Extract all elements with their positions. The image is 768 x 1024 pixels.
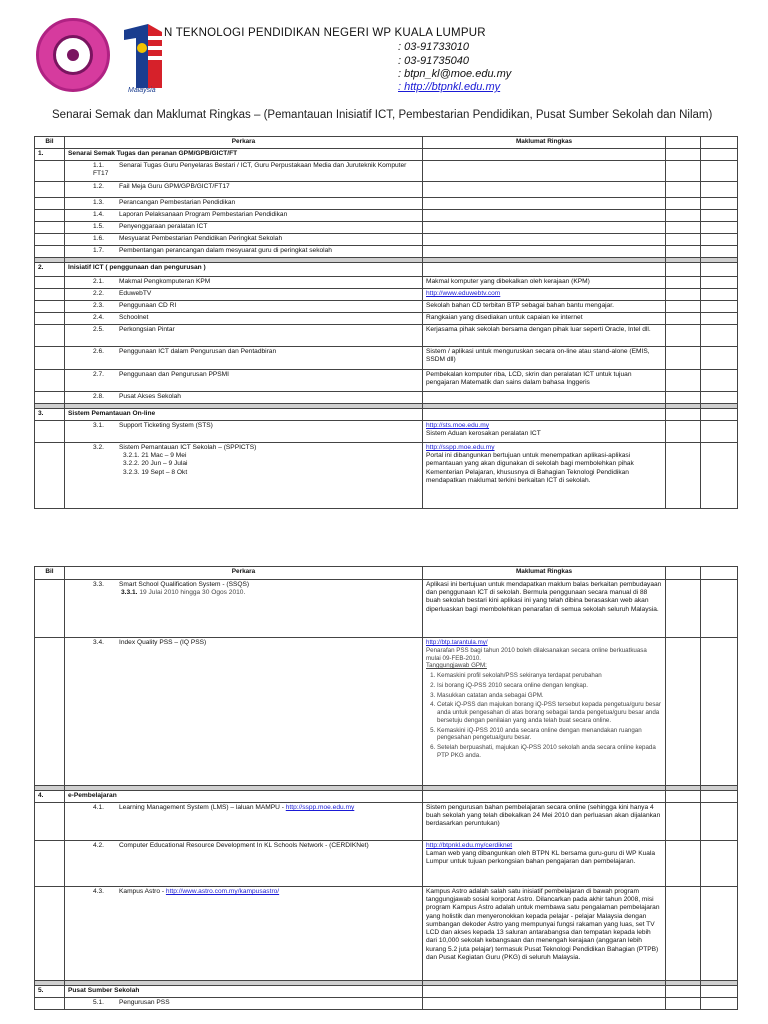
kampus-astro-link[interactable]: http://www.astro.com.my/kampusastro/ (165, 888, 280, 895)
table-cell (666, 222, 701, 234)
table-row (35, 234, 738, 246)
table-cell (35, 998, 65, 1010)
cell-text: 1.3. (93, 199, 104, 206)
table-cell (666, 580, 701, 638)
table-cell (35, 580, 65, 638)
table-header-row (35, 567, 738, 580)
cell-text: EduwebTV (119, 290, 152, 297)
table-cell (423, 210, 666, 222)
table-cell (701, 421, 738, 443)
table-cell (701, 182, 738, 198)
table-cell (65, 222, 423, 234)
table-cell (701, 998, 738, 1010)
section-row (35, 263, 738, 277)
table-row (35, 887, 738, 981)
table-cell (423, 246, 666, 258)
table-cell (666, 986, 701, 998)
table-row (35, 638, 738, 786)
table-cell (65, 580, 423, 638)
table-row (35, 841, 738, 887)
table-cell (423, 638, 666, 786)
table-cell (35, 301, 65, 313)
col-bil: Bil (35, 137, 65, 149)
table-cell: 4. (35, 791, 65, 803)
table-cell: Sistem Pemantauan On-line (65, 409, 423, 421)
table-cell (65, 198, 423, 210)
gpm-responsibility-list (426, 672, 662, 760)
table-row (35, 392, 738, 404)
cell-text: 1.4. (93, 211, 104, 218)
table-cell (666, 263, 701, 277)
header-tel: : 03-91733010 (398, 41, 469, 53)
cell-text: Support Ticketing System (STS) (119, 422, 213, 429)
table-cell (35, 803, 65, 841)
list-item: 1. Kemaskini profil sekolah/PSS sekiranya terdapat perubahan (437, 672, 662, 680)
table-cell (666, 392, 701, 404)
sts-link[interactable]: http://sts.moe.edu.my (426, 422, 490, 429)
table-row (35, 580, 738, 638)
table-cell (423, 161, 666, 182)
table-cell (701, 347, 738, 370)
table-cell (35, 198, 65, 210)
header-web-link[interactable]: : http://btpnkl.edu.my (398, 81, 501, 93)
cell-text: 3.3.1. (121, 589, 138, 597)
table-cell (35, 182, 65, 198)
table-row (35, 246, 738, 258)
table-cell (35, 222, 65, 234)
table-cell (666, 182, 701, 198)
cell-text: 2.5. (93, 326, 104, 333)
cell-text: Penggunaan ICT dalam Pengurusan dan Pentadbiran (119, 348, 277, 355)
cell-text: Smart School Qualification System - (SSQS) (119, 581, 250, 588)
table-cell: 1. (35, 149, 65, 161)
table-cell (35, 370, 65, 392)
table-cell (423, 841, 666, 887)
table-cell (35, 234, 65, 246)
table-row (35, 222, 738, 234)
cell-text: 2.6. (93, 348, 104, 355)
table-cell (65, 210, 423, 222)
table-cell (666, 161, 701, 182)
iqpss-link[interactable]: http://btp.tarantula.my/ (426, 639, 488, 646)
table-cell (666, 887, 701, 981)
table-cell (65, 803, 423, 841)
table-cell (423, 198, 666, 210)
cell-text: Pengurusan PSS (119, 999, 170, 1006)
sspp-link[interactable]: http://sspp.moe.edu.my (426, 444, 495, 451)
table-row (35, 289, 738, 301)
table-cell (666, 277, 701, 289)
table-cell (35, 325, 65, 347)
table-cell: Bil (35, 567, 65, 580)
table-cell (701, 301, 738, 313)
table-cell (423, 263, 666, 277)
table-cell (65, 347, 423, 370)
table-row (35, 998, 738, 1010)
cell-text: 3.3. (93, 581, 104, 588)
table-cell (666, 409, 701, 421)
table-cell (701, 887, 738, 981)
malaysia-1-logo (118, 22, 166, 94)
table-cell (701, 580, 738, 638)
cell-text: 4.3. (93, 888, 104, 895)
table-cell: Rangkaian yang disediakan untuk capaian ke internet (423, 313, 666, 325)
table-cell (35, 887, 65, 981)
cell-text: 2.2. (93, 290, 104, 297)
table-cell (65, 289, 423, 301)
section-row (35, 149, 738, 161)
cell-text: 5.1. (93, 999, 104, 1006)
table-header-row (35, 137, 738, 149)
cell-text: 3.4. (93, 639, 104, 646)
table-cell (35, 161, 65, 182)
cell-text: 2.8. (93, 393, 104, 400)
table-cell (666, 313, 701, 325)
table-cell (701, 841, 738, 887)
table-cell (701, 986, 738, 998)
table-cell: 5. (35, 986, 65, 998)
table-row (35, 182, 738, 198)
cell-text: 1.5. (93, 223, 104, 230)
table-cell (701, 198, 738, 210)
list-item: 5. Kemaskini iQ-PSS 2010 anda secara online dengan menandakan ruangan pengesahan pengetua/guru besar. (437, 727, 662, 743)
table-cell (65, 277, 423, 289)
table-cell (701, 370, 738, 392)
table-row (35, 161, 738, 182)
header-title: N TEKNOLOGI PENDIDIKAN NEGERI WP KUALA LUMPUR (164, 27, 486, 39)
table-cell (701, 791, 738, 803)
table-cell (701, 325, 738, 347)
cell-text: Senarai Tugas Guru Penyelaras Bestari / ICT, Guru Perpustakaan Media dan Juruteknik Komputer FT17 (93, 162, 407, 178)
table-row (35, 325, 738, 347)
header-email: : btpn_kl@moe.edu.my (398, 68, 512, 80)
table-cell (701, 313, 738, 325)
eduwebtv-link[interactable]: http://www.eduwebtv.com (426, 290, 501, 297)
cell-text: Sistem Aduan kerosakan peralatan ICT (426, 430, 541, 438)
cell-text: 19 Julai 2010 hingga 30 Ogos 2010. (139, 589, 246, 597)
table-cell (65, 370, 423, 392)
table-cell (701, 567, 738, 580)
table-cell (35, 841, 65, 887)
table-cell (423, 149, 666, 161)
cell-text: 3.2.2. 20 Jun – 9 Julai (123, 460, 188, 468)
table-row (35, 198, 738, 210)
table-cell: Sistem pengurusan bahan pembelajaran secara online (sehingga kini hanya 4 buah sekolah yang telah dibekalkan 24 Mei 2010 dan perluasan akan dijalankan berdasarkan peruntukan) (423, 803, 666, 841)
cell-text: 2.1. (93, 278, 104, 285)
letterhead (0, 0, 768, 100)
table-cell: Sekolah bahan CD terbitan BTP sebagai bahan bantu mengajar. (423, 301, 666, 313)
cell-text: Pusat Akses Sekolah (119, 393, 181, 400)
cell-text: 4.1. (93, 804, 104, 811)
cell-text: Laporan Pelaksanaan Program Pembestarian Pendidikan (119, 211, 288, 218)
table-cell (423, 234, 666, 246)
table-cell (701, 638, 738, 786)
table-cell (65, 421, 423, 443)
table-cell (65, 301, 423, 313)
cell-text: Penggunaan CD RI (119, 302, 177, 309)
table-cell (423, 182, 666, 198)
table-row (35, 443, 738, 509)
table-row (35, 370, 738, 392)
table-cell (423, 791, 666, 803)
table-cell (666, 791, 701, 803)
cell-text: 3.2.3. 19 Sept – 8 Okt (123, 468, 188, 476)
table-cell (666, 421, 701, 443)
table-cell: 2. (35, 263, 65, 277)
table-cell (65, 998, 423, 1010)
table-cell (35, 289, 65, 301)
table-cell (65, 887, 423, 981)
table-cell (666, 246, 701, 258)
cell-text: 1.6. (93, 235, 104, 242)
table-cell (65, 325, 423, 347)
table-cell (423, 222, 666, 234)
cell-text: 4.2. (93, 842, 104, 849)
table-cell (35, 246, 65, 258)
table-cell (701, 246, 738, 258)
table-cell (666, 289, 701, 301)
list-item: 2. Isi borang iQ-PSS 2010 secara online dengan lengkap. (437, 682, 662, 690)
cell-text: 3.1. (93, 422, 104, 429)
cell-text: Laman web yang dibangunkan oleh BTPN KL bersama guru-guru di WP Kuala Lumpur untuk tujuan perkongsian bahan pengajaran dan pembelajaran. (426, 850, 656, 866)
table-row (35, 347, 738, 370)
btpn-logo (36, 18, 110, 92)
table-cell (666, 198, 701, 210)
table-cell: Kerjasama pihak sekolah bersama dengan pihak luar seperti Oracle, Intel dll. (423, 325, 666, 347)
table-cell (65, 841, 423, 887)
table-cell (666, 301, 701, 313)
table-cell (35, 313, 65, 325)
table-cell (666, 803, 701, 841)
table-cell (423, 289, 666, 301)
table-cell (701, 161, 738, 182)
cell-text: 1.2. (93, 183, 104, 190)
table-row (35, 210, 738, 222)
table-cell (35, 421, 65, 443)
table-cell (35, 210, 65, 222)
table-cell (701, 289, 738, 301)
table-cell: Pembekalan komputer riba, LCD, skrin dan peralatan ICT untuk tujuan pengajaran Matematik dan sains dalam bahasa Inggeris (423, 370, 666, 392)
table-cell (666, 149, 701, 161)
table-cell: Senarai Semak Tugas dan peranan GPM/GPB/GICT/FT (65, 149, 423, 161)
cell-text: Portal ini dibangunkan bertujuan untuk menempatkan aplikasi-aplikasi pemantauan yang akan digunakan di sekolah bagi membolehkan pihak Kementerian Pelajaran, khususnya di Bahagian Teknologi Pendidikan mendapatkan maklumat terkini berkaitan ICT di sekolah. (426, 452, 634, 484)
table-row (35, 277, 738, 289)
cell-text: 3.2.1. 21 Mac – 9 Mei (123, 452, 187, 460)
cell-text: Penggunaan dan Pengurusan PPSMI (119, 371, 229, 378)
table-cell (35, 392, 65, 404)
table-cell (701, 409, 738, 421)
table-cell (65, 234, 423, 246)
cerdiknet-link[interactable]: http://btpnkl.edu.my/cerdiknet (426, 842, 513, 849)
section-row (35, 791, 738, 803)
table-cell (701, 277, 738, 289)
cell-text: Computer Educational Resource Development In KL Schools Network - (CERDIKNet) (119, 842, 369, 849)
table-cell (701, 803, 738, 841)
table-cell (65, 161, 423, 182)
table-cell (666, 638, 701, 786)
checklist-table-1 (34, 136, 738, 509)
table-cell (35, 347, 65, 370)
cell-text: Kampus Astro - (119, 888, 166, 895)
cell-text: 2.7. (93, 371, 104, 378)
table-cell (65, 638, 423, 786)
table-cell (666, 210, 701, 222)
table-cell (65, 182, 423, 198)
table-cell (35, 277, 65, 289)
table-row (35, 313, 738, 325)
list-item: 4. Cetak iQ-PSS dan majukan borang iQ-PSS tersebut kepada pengetua/guru besar anda untuk pengesahan di atas borang sebagai tanda pengetua/guru besar anda bersetuju dengan penilaian yang anda telah buat secara online. (437, 701, 662, 724)
table-cell (65, 246, 423, 258)
table-cell (701, 222, 738, 234)
header-fax: : 03-91735040 (398, 55, 469, 67)
cell-text: Pembentangan perancangan dalam mesyuarat guru di peringkat sekolah (119, 247, 332, 254)
table-cell (666, 370, 701, 392)
cell-text: Schoolnet (119, 314, 149, 321)
table-cell: e-Pembelajaran (65, 791, 423, 803)
cell-text: Mesyuarat Pembestarian Pendidikan Peringkat Sekolah (119, 235, 283, 242)
cell-text: 1.1. (93, 162, 104, 169)
table-cell (423, 409, 666, 421)
table-cell (35, 443, 65, 509)
table-cell (423, 392, 666, 404)
col-maklumat: Maklumat Ringkas (423, 137, 666, 149)
cell-text: Makmal Pengkomputeran KPM (119, 278, 211, 285)
table-cell (666, 841, 701, 887)
table-cell: Perkara (65, 567, 423, 580)
cell-text: Tanggungjawab GPM: (426, 662, 487, 670)
col-perkara: Perkara (65, 137, 423, 149)
table-cell (666, 347, 701, 370)
table-cell (701, 392, 738, 404)
table-cell (423, 421, 666, 443)
table-cell (65, 443, 423, 509)
table-cell: Maklumat Ringkas (423, 567, 666, 580)
cell-text: 3.2. (93, 444, 104, 451)
table-cell (701, 443, 738, 509)
cell-text: Penyenggaraan peralatan ICT (119, 223, 208, 230)
table-cell (666, 443, 701, 509)
table-cell (423, 986, 666, 998)
table-cell (423, 443, 666, 509)
table-cell (65, 392, 423, 404)
table-cell (701, 263, 738, 277)
table-cell (701, 210, 738, 222)
table-cell: Sistem / aplikasi untuk menguruskan secara on-line atau stand-alone (EMIS, SSDM dll) (423, 347, 666, 370)
table-cell (666, 567, 701, 580)
table-cell: Pusat Sumber Sekolah (65, 986, 423, 998)
table-cell (666, 137, 701, 149)
logo-text: Malaysia (128, 87, 156, 94)
table-cell (423, 998, 666, 1010)
checklist-table-2 (34, 566, 738, 1010)
cell-text: 1.7. (93, 247, 104, 254)
cell-text: Penarafan PSS bagi tahun 2010 boleh dilaksanakan secara online berkuatkuasa mulai 09-FEB-2010. (426, 646, 647, 662)
table-cell (65, 313, 423, 325)
table-row (35, 803, 738, 841)
table-cell (35, 638, 65, 786)
cell-text: Perancangan Pembestarian Pendidikan (119, 199, 236, 206)
table-cell: Kampus Astro adalah salah satu inisiatif pembelajaran di bawah program tanggungjawab sosial korporat Astro. Dilancarkan pada akhir tahun 2008, misi program Kampus Astro adalah untuk membawa satu pengalaman pembelajaran yang holistik dan menyeronokkan kepada pelajar - pelajar Malaysia dengan sumbangan dekoder Astro yang mempunyai fungsi rakaman yang luas, set TV LCD dan akses kepada 13 saluran antarabangsa dan tempatan kepada lebih dari 10,000 sekolah kebangsaan dan menengah kerajaan (anggaran lebih kurang 5.2 juta pelajar) termasuk Pusat Teknologi Pendidikan Bahagian (PTPB) dan Pusat Kegiatan Guru (PKG) di seluruh Malaysia. (423, 887, 666, 981)
table-cell (666, 325, 701, 347)
table-row (35, 421, 738, 443)
lms-link[interactable]: http://sspp.moe.edu.my (285, 804, 355, 811)
cell-text: 2.3. (93, 302, 104, 309)
table-cell: 3. (35, 409, 65, 421)
table-cell (701, 149, 738, 161)
cell-text: Learning Management System (LMS) – laluan MAMPU - (119, 804, 286, 811)
cell-text: Fail Meja Guru GPM/GPB/GICT/FT17 (119, 183, 230, 190)
table-cell (666, 234, 701, 246)
table-cell (701, 137, 738, 149)
list-item: 6. Setelah berpuashati, majukan iQ-PSS 2010 sekolah anda secara online kepada PTP PKG anda. (437, 744, 662, 760)
table-cell: Makmal komputer yang dibekalkan oleh kerajaan (KPM) (423, 277, 666, 289)
cell-text: Sistem Pemantauan ICT Sekolah – (SPPICTS) (119, 444, 257, 451)
document-title: Senarai Semak dan Maklumat Ringkas – (Pemantauan Inisiatif ICT, Pembestarian Pendidikan, Pusat Sumber Sekolah dan Nilam) (52, 109, 713, 121)
section-row (35, 986, 738, 998)
cell-text: Index Quality PSS – (IQ PSS) (119, 639, 207, 646)
cell-text: Perkongsian Pintar (119, 326, 175, 333)
table-cell: Aplikasi ini bertujuan untuk mendapatkan maklum balas berkaitan pembudayaan dan penggunaan ICT di sekolah. Bermula penggunaan secara manual di 88 buah sekolah bestari kini aplikasi ini yang telah dibina berasaskan web akan diperluaskan bagi membolehkan penarafan di semua sekolah seluruh Malaysia. (423, 580, 666, 638)
table-cell: Inisiatif ICT ( penggunaan dan pengurusan ) (65, 263, 423, 277)
table-cell (666, 998, 701, 1010)
list-item: 3. Masukkan catatan anda sebagai GPM. (437, 692, 662, 700)
cell-text: 2.4. (93, 314, 104, 321)
table-row (35, 301, 738, 313)
table-cell (701, 234, 738, 246)
section-row (35, 409, 738, 421)
